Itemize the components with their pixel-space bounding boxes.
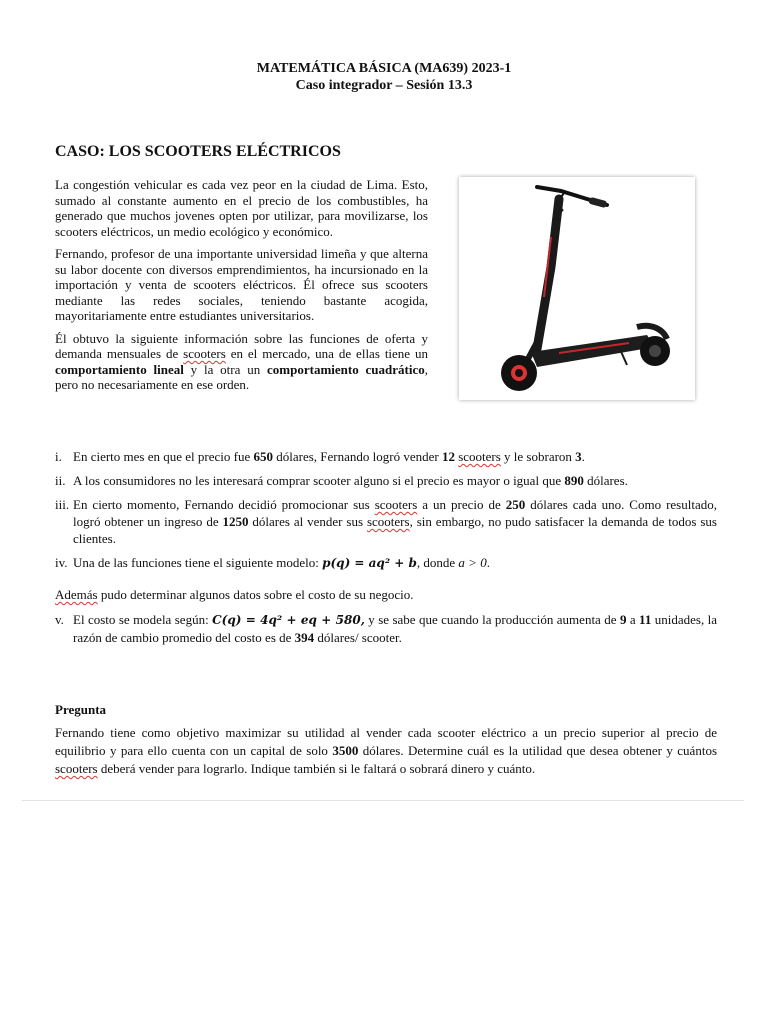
session-title: Caso integrador – Sesión 13.3: [295, 78, 473, 93]
electric-scooter-icon: [459, 177, 695, 400]
intro-paragraph-3: [55, 331, 428, 393]
spellcheck-word: scooters: [55, 761, 98, 776]
item-text: En cierto momento, Fernando decidió promocionar sus scooters a un precio de 250 dólares cada uno. Como resultado, logró obtener un ingreso de 1250 dólares al vender sus scooters, sin embargo, no pudo satisfacer la demanda de todos sus clientes.: [73, 497, 717, 546]
course-title: MATEMÁTICA BÁSICA (MA639) 2023-1: [256, 61, 512, 76]
linear-behavior: comportamiento lineal: [55, 361, 184, 377]
item-text: A los consumidores no les interesará comprar scooter alguno si el precio es mayor o igual que 890 dólares.: [73, 473, 628, 488]
intro-p3-text: Él obtuvo la siguiente información sobre las funciones de oferta y demanda mensuales de: [55, 330, 428, 361]
intro-p3-text: y la otra un: [183, 361, 268, 377]
list-item: [55, 472, 717, 489]
item-text: El costo se modela según: C(q) = 4q² + eq + 580, y se sabe que cuando la producción aumenta de 9 a 11 unidades, la razón de cambio promedio del costo es de 394 dólares/ scooter.: [73, 612, 718, 645]
case-title: CASO: LOS SCOOTERS ELÉCTRICOS: [55, 143, 341, 160]
price-formula: p(q) = aq² + b: [322, 556, 417, 570]
list-item: [55, 448, 717, 465]
quadratic-behavior: comportamiento cuadrático: [267, 361, 425, 377]
cost-formula: C(q) = 4q² + eq + 580,: [212, 613, 365, 627]
question-text: Fernando tiene como objetivo maximizar su utilidad al vender cada scooter eléctrico a un precio superior al precio de equilibrio y para ello cuenta con un capital de solo 3500 dólares. Determine cuál es la utilidad que desea obtener y cuántos scooters deberá vender para lograrlo. Indique también si le faltará o sobrará dinero y cuánto.: [55, 725, 717, 776]
spellcheck-word: scooters: [183, 346, 226, 361]
item-number: iii.: [55, 497, 70, 512]
information-list: [55, 448, 717, 653]
list-item: [55, 554, 717, 572]
item-text: En cierto mes en que el precio fue 650 dólares, Fernando logró vender 12 scooters y le sobraron 3.: [73, 449, 585, 464]
list-item: [55, 611, 717, 646]
intro-text: [55, 177, 428, 400]
intro-p3-text: en el mercado, una de ellas tiene un: [225, 346, 429, 361]
spellcheck-word: scooters: [366, 514, 410, 529]
item-number: iv.: [55, 555, 68, 570]
intro-p3-text: , pero no necesariamente en ese orden.: [55, 361, 428, 392]
scooter-image: [459, 177, 695, 400]
item-number: i.: [55, 449, 62, 464]
spellcheck-word: scooters: [374, 497, 418, 512]
spellcheck-word: Además: [55, 587, 98, 602]
condition: a > 0: [458, 555, 487, 570]
intro-paragraph-1: La congestión vehicular es cada vez peor en la ciudad de Lima. Esto, sumado al constante aumento en el precio de los combustibles, ha generado que muchos jovenes opten por utilizar, para movilizarse, los scooters eléctricos, un medio ecológico y económico.: [55, 177, 428, 239]
document-header: [0, 60, 768, 94]
list-item: [55, 496, 717, 547]
spellcheck-word: scooters: [458, 449, 501, 464]
intro-paragraph-2: Fernando, profesor de una importante universidad limeña y que alterna su labor docente con diversos emprendimientos, ha incursionado en la importación y venta de scooters eléctricos. Él ofrece sus scooters mediante las redes sociales, teniendo bastante acogida, mayoritariamente entre estudiantes universitarios.: [55, 246, 428, 323]
item-number: ii.: [55, 473, 66, 488]
item-number: v.: [55, 612, 64, 627]
question-heading: Pregunta: [55, 702, 107, 717]
cost-intro-text: Además pudo determinar algunos datos sobre el costo de su negocio.: [55, 587, 414, 602]
item-text: Una de las funciones tiene el siguiente modelo: p(q) = aq² + b, donde a > 0.: [73, 555, 490, 570]
page-divider: [22, 800, 744, 801]
